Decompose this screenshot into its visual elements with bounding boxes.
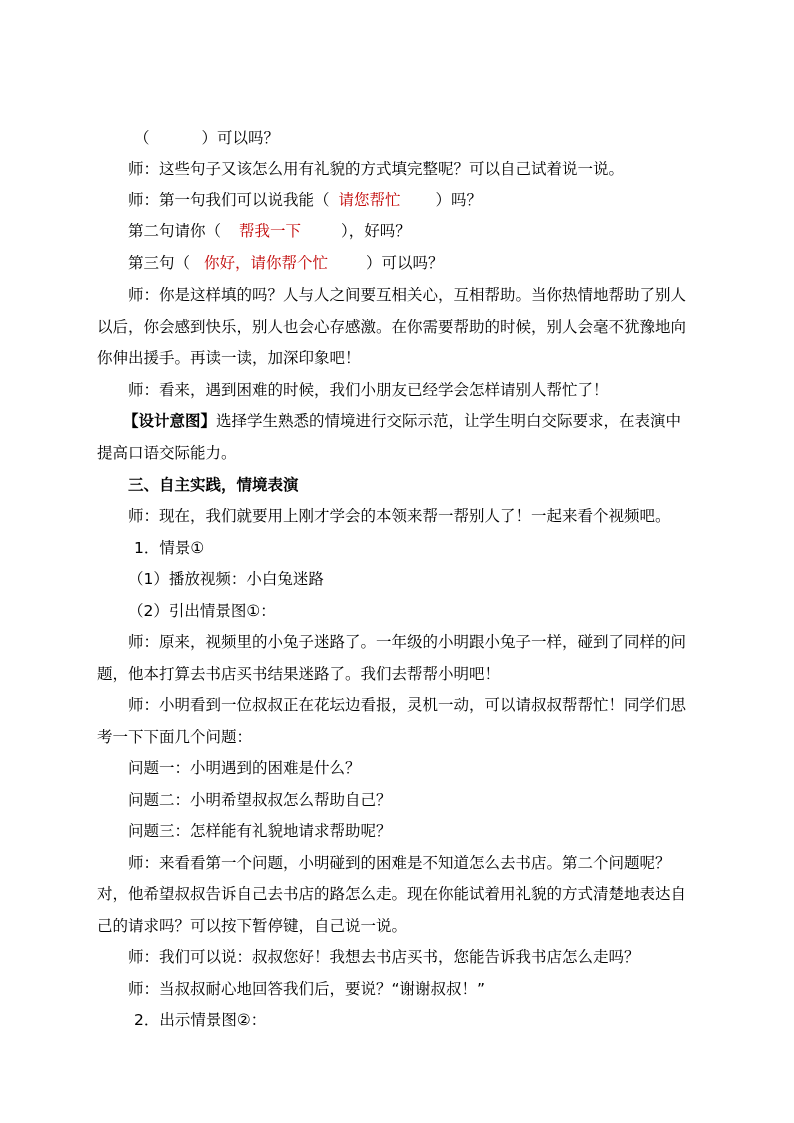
question-line: 问题一：小明遇到的困难是什么？ xyxy=(128,759,361,777)
list-item: 2．出示情景图②： xyxy=(134,1011,267,1029)
paragraph-line: 师：当叔叔耐心地回答我们后，要说？“谢谢叔叔！” xyxy=(128,980,486,998)
section-heading: 三、自主实践，情境表演 xyxy=(128,476,299,494)
paragraph-line: 师：看来，遇到困难的时候，我们小朋友已经学会怎样请别人帮忙了！ xyxy=(128,381,609,399)
text-line xyxy=(128,253,444,273)
text-fragment: ）可以吗？ xyxy=(366,254,444,272)
answer-text: 帮我一下 xyxy=(239,222,302,240)
paragraph-line: 师：来看看第一个问题，小明碰到的困难是不知道怎么去书店。第二个问题呢？ xyxy=(128,854,671,872)
text-fragment: 选择学生熟悉的情境进行交际示范，让学生明白交际要求，在表演中 xyxy=(216,412,682,430)
text-line xyxy=(123,411,681,431)
paragraph-line: 师：小明看到一位叔叔正在花坛边看报，灵机一动，可以请叔叔帮帮忙！同学们思 xyxy=(128,696,687,714)
answer-text: 请您帮忙 xyxy=(338,191,401,209)
paragraph-line: 对，他希望叔叔告诉自己去书店的路怎么走。现在你能试着用礼貌的方式清楚地表达自 xyxy=(97,885,687,903)
paragraph-line: 以后，你会感到快乐，别人也会心存感激。在你需要帮助的时候，别人会毫不犹豫地向 xyxy=(97,318,687,336)
paragraph-line: 师：你是这样填的吗？人与人之间要互相关心，互相帮助。当你热情地帮助了别人 xyxy=(128,286,687,304)
text-line xyxy=(128,221,411,241)
paragraph-line: 考一下下面几个问题： xyxy=(97,728,253,746)
text-fragment: 第二句请你（ xyxy=(128,222,222,240)
paragraph-line: 题，他本打算去书店买书结果迷路了。我们去帮帮小明吧！ xyxy=(97,665,501,683)
list-item: （1）播放视频：小白兔迷路 xyxy=(128,570,324,588)
answer-text: 你好，请你帮个忙 xyxy=(204,254,329,272)
paragraph-line: 你伸出援手。再读一读，加深印象吧！ xyxy=(97,349,361,367)
design-intent-label: 【设计意图】 xyxy=(123,412,217,430)
paragraph-line: 己的请求吗？可以按下暂停键，自己说一说。 xyxy=(97,917,408,935)
text-line xyxy=(134,128,279,148)
text-fragment: 第三句（ xyxy=(128,254,191,272)
paragraph-line: 师：现在，我们就要用上刚才学会的本领来帮一帮别人了！一起来看个视频吧。 xyxy=(128,507,671,525)
paragraph-line: 师：原来，视频里的小兔子迷路了。一年级的小明跟小兔子一样，碰到了同样的问 xyxy=(128,633,687,651)
paragraph-line: 师：我们可以说：叔叔您好！我想去书店买书，您能告诉我书店怎么走吗？ xyxy=(128,948,640,966)
text-fragment: ）吗？ xyxy=(435,191,483,209)
text-fragment: ），好吗？ xyxy=(341,222,411,240)
text-fragment: 师：第一句我们可以说我能（ xyxy=(128,191,330,209)
paragraph-line: 师：这些句子又该怎么用有礼貌的方式填完整呢？可以自己试着说一说。 xyxy=(128,160,625,178)
question-line: 问题三：怎样能有礼貌地请求帮助呢？ xyxy=(128,822,392,840)
paragraph-line: 提高口语交际能力。 xyxy=(97,444,237,462)
text-line xyxy=(128,190,482,210)
list-item: （2）引出情景图①： xyxy=(128,602,276,620)
list-item: 1．情景① xyxy=(134,539,205,557)
text-fragment: ）可以吗？ xyxy=(201,129,280,147)
bracket-open: （ xyxy=(134,129,150,147)
question-line: 问题二：小明希望叔叔怎么帮助自己？ xyxy=(128,791,392,809)
